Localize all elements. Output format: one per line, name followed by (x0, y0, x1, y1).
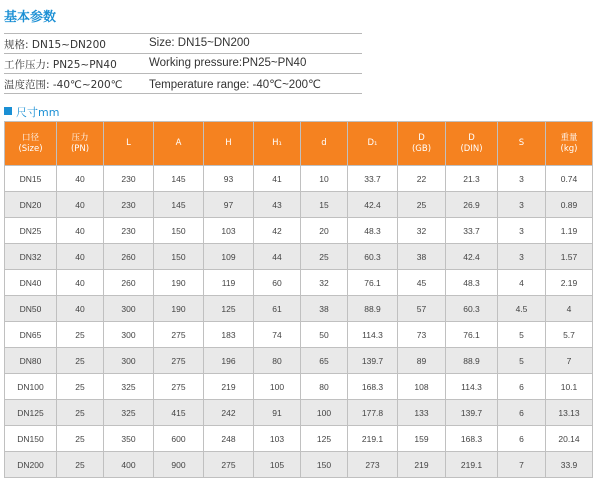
table-cell: 42.4 (446, 244, 498, 270)
table-cell: 38 (301, 296, 348, 322)
table-cell: 60.3 (446, 296, 498, 322)
table-cell: 7 (498, 452, 546, 478)
table-cell: 159 (398, 426, 446, 452)
table-cell: 105 (254, 452, 301, 478)
table-cell: 125 (301, 426, 348, 452)
table-cell: 88.9 (446, 348, 498, 374)
table-cell: 4 (498, 270, 546, 296)
table-cell: 114.3 (348, 322, 398, 348)
column-header (398, 122, 446, 166)
column-header (5, 122, 57, 166)
table-cell: 150 (301, 452, 348, 478)
table-cell: 133 (398, 400, 446, 426)
table-cell: 150 (154, 244, 204, 270)
table-cell: 0.89 (546, 192, 593, 218)
table-cell: 230 (104, 192, 154, 218)
column-header (301, 122, 348, 166)
table-cell: 219 (204, 374, 254, 400)
table-cell: 40 (57, 296, 104, 322)
table-cell: 300 (104, 322, 154, 348)
column-header (204, 122, 254, 166)
table-cell: 260 (104, 270, 154, 296)
table-cell: 20.14 (546, 426, 593, 452)
table-cell: 325 (104, 374, 154, 400)
table-cell: 177.8 (348, 400, 398, 426)
table-row (5, 218, 593, 244)
table-cell: 42.4 (348, 192, 398, 218)
table-cell: 13.13 (546, 400, 593, 426)
table-cell: 4 (546, 296, 593, 322)
table-cell: 89 (398, 348, 446, 374)
param-row (4, 74, 362, 94)
table-cell: 139.7 (446, 400, 498, 426)
table-cell: 73 (398, 322, 446, 348)
column-header-line: 口径 (21, 132, 39, 143)
table-cell: 40 (57, 244, 104, 270)
table-cell: 32 (301, 270, 348, 296)
table-cell: 415 (154, 400, 204, 426)
table-cell: 6 (498, 426, 546, 452)
table-cell: 74 (254, 322, 301, 348)
table-cell: 33.7 (446, 218, 498, 244)
table-cell: 65 (301, 348, 348, 374)
column-header-line: (GB) (411, 143, 432, 154)
table-cell: 5 (498, 322, 546, 348)
table-cell: 400 (104, 452, 154, 478)
column-header-line: L (126, 138, 131, 148)
table-cell: 25 (398, 192, 446, 218)
table-cell: DN150 (5, 426, 57, 452)
table-cell: 119 (204, 270, 254, 296)
table-cell: 109 (204, 244, 254, 270)
column-header-line: D₁ (367, 138, 378, 148)
table-cell: 196 (204, 348, 254, 374)
column-header (57, 122, 104, 166)
table-cell: 1.19 (546, 218, 593, 244)
column-header-line: 重量 (560, 132, 578, 143)
table-cell: 44 (254, 244, 301, 270)
table-cell: 145 (154, 166, 204, 192)
table-cell: 3 (498, 244, 546, 270)
table-cell: 25 (57, 452, 104, 478)
table-cell: 43 (254, 192, 301, 218)
table-cell: DN50 (5, 296, 57, 322)
column-header-line: D (468, 132, 475, 143)
table-cell: 0.74 (546, 166, 593, 192)
table-cell: DN15 (5, 166, 57, 192)
param-cn: 温度范围: -40℃~200℃ (4, 79, 123, 91)
table-cell: 190 (154, 270, 204, 296)
table-cell: 100 (301, 400, 348, 426)
table-row (5, 348, 593, 374)
table-cell: 900 (154, 452, 204, 478)
table-row (5, 166, 593, 192)
dimension-table (4, 121, 593, 478)
table-cell: DN25 (5, 218, 57, 244)
table-cell: 230 (104, 218, 154, 244)
table-cell: 168.3 (446, 426, 498, 452)
column-header-line: 压力 (71, 132, 89, 143)
table-cell: 50 (301, 322, 348, 348)
column-header-line: D (418, 132, 425, 143)
table-cell: 45 (398, 270, 446, 296)
table-cell: DN125 (5, 400, 57, 426)
table-cell: 33.7 (348, 166, 398, 192)
table-cell: 42 (254, 218, 301, 244)
param-en: Working pressure:PN25~PN40 (149, 57, 307, 69)
table-cell: 219.1 (348, 426, 398, 452)
table-cell: 40 (57, 192, 104, 218)
table-cell: 3 (498, 166, 546, 192)
table-cell: 25 (57, 374, 104, 400)
table-cell: 60.3 (348, 244, 398, 270)
table-cell: 242 (204, 400, 254, 426)
param-row (4, 54, 362, 74)
table-cell: 57 (398, 296, 446, 322)
table-cell: 114.3 (446, 374, 498, 400)
table-cell: 103 (204, 218, 254, 244)
table-cell: 260 (104, 244, 154, 270)
table-cell: 38 (398, 244, 446, 270)
table-row (5, 400, 593, 426)
table-cell: 100 (254, 374, 301, 400)
column-header (254, 122, 301, 166)
table-cell: 4.5 (498, 296, 546, 322)
table-cell: 88.9 (348, 296, 398, 322)
table-cell: 25 (57, 400, 104, 426)
column-header-line: A (175, 138, 182, 148)
table-body (5, 166, 593, 478)
table-cell: 25 (57, 426, 104, 452)
table-cell: 108 (398, 374, 446, 400)
table-cell: 41 (254, 166, 301, 192)
table-cell: 273 (348, 452, 398, 478)
table-cell: 600 (154, 426, 204, 452)
table-cell: 60 (254, 270, 301, 296)
table-row (5, 374, 593, 400)
table-cell: DN40 (5, 270, 57, 296)
table-cell: 22 (398, 166, 446, 192)
table-cell: 40 (57, 270, 104, 296)
table-cell: 5.7 (546, 322, 593, 348)
table-cell: 61 (254, 296, 301, 322)
table-cell: 6 (498, 400, 546, 426)
column-header-line: S (518, 138, 525, 148)
table-cell: 1.57 (546, 244, 593, 270)
column-header-line: (DIN) (460, 143, 483, 154)
column-header (546, 122, 593, 166)
table-cell: 6 (498, 374, 546, 400)
column-header (104, 122, 154, 166)
table-cell: 219 (398, 452, 446, 478)
table-cell: 3 (498, 218, 546, 244)
table-cell: 139.7 (348, 348, 398, 374)
table-cell: 10.1 (546, 374, 593, 400)
table-cell: 5 (498, 348, 546, 374)
table-cell: DN65 (5, 322, 57, 348)
table-cell: 150 (154, 218, 204, 244)
table-cell: 33.9 (546, 452, 593, 478)
table-cell: 32 (398, 218, 446, 244)
table-cell: 125 (204, 296, 254, 322)
column-header-line: d (321, 138, 327, 148)
table-cell: 26.9 (446, 192, 498, 218)
table-cell: 350 (104, 426, 154, 452)
table-cell: 275 (154, 322, 204, 348)
table-cell: DN100 (5, 374, 57, 400)
table-cell: 15 (301, 192, 348, 218)
table-cell: 103 (254, 426, 301, 452)
column-header-line: (PN) (70, 143, 90, 154)
table-cell: 3 (498, 192, 546, 218)
table-cell: 25 (57, 322, 104, 348)
table-cell: 248 (204, 426, 254, 452)
table-cell: DN32 (5, 244, 57, 270)
table-cell: 7 (546, 348, 593, 374)
table-row (5, 296, 593, 322)
param-row (4, 33, 362, 54)
table-cell: 97 (204, 192, 254, 218)
table-row (5, 270, 593, 296)
table-row (5, 452, 593, 478)
column-header-line: H₁ (272, 138, 282, 148)
column-header (446, 122, 498, 166)
table-cell: 145 (154, 192, 204, 218)
table-cell: 2.19 (546, 270, 593, 296)
table-cell: 48.3 (446, 270, 498, 296)
section-marker-icon (4, 107, 12, 115)
table-cell: 91 (254, 400, 301, 426)
table-cell: 300 (104, 296, 154, 322)
table-cell: 80 (254, 348, 301, 374)
table-cell: DN20 (5, 192, 57, 218)
table-cell: 20 (301, 218, 348, 244)
param-en: Temperature range: -40℃~200℃ (149, 79, 321, 91)
table-cell: 76.1 (348, 270, 398, 296)
table-cell: 190 (154, 296, 204, 322)
section-label: 尺寸mm (16, 106, 60, 119)
basic-params (4, 33, 362, 94)
column-header (498, 122, 546, 166)
table-cell: 25 (57, 348, 104, 374)
table-cell: 40 (57, 218, 104, 244)
table-cell: 93 (204, 166, 254, 192)
column-header-line: (kg) (560, 143, 578, 154)
param-cn: 规格: DN15~DN200 (4, 39, 106, 51)
table-cell: DN80 (5, 348, 57, 374)
table-cell: 21.3 (446, 166, 498, 192)
param-en: Size: DN15~DN200 (149, 37, 250, 49)
table-cell: 25 (301, 244, 348, 270)
table-cell: 325 (104, 400, 154, 426)
table-cell: DN200 (5, 452, 57, 478)
table-row (5, 192, 593, 218)
table-cell: 40 (57, 166, 104, 192)
table-cell: 275 (154, 348, 204, 374)
table-cell: 168.3 (348, 374, 398, 400)
table-cell: 183 (204, 322, 254, 348)
column-header (348, 122, 398, 166)
table-cell: 219.1 (446, 452, 498, 478)
table-header-row (5, 122, 593, 166)
table-cell: 10 (301, 166, 348, 192)
column-header (154, 122, 204, 166)
column-header-line: H (225, 138, 232, 148)
page-title: 基本参数 (4, 10, 57, 25)
table-cell: 275 (204, 452, 254, 478)
column-header-line: (Size) (18, 143, 43, 154)
table-row (5, 322, 593, 348)
table-cell: 80 (301, 374, 348, 400)
table-cell: 230 (104, 166, 154, 192)
table-cell: 76.1 (446, 322, 498, 348)
table-cell: 48.3 (348, 218, 398, 244)
table-cell: 275 (154, 374, 204, 400)
param-cn: 工作压力: PN25~PN40 (4, 59, 117, 71)
table-row (5, 426, 593, 452)
table-cell: 300 (104, 348, 154, 374)
table-row (5, 244, 593, 270)
